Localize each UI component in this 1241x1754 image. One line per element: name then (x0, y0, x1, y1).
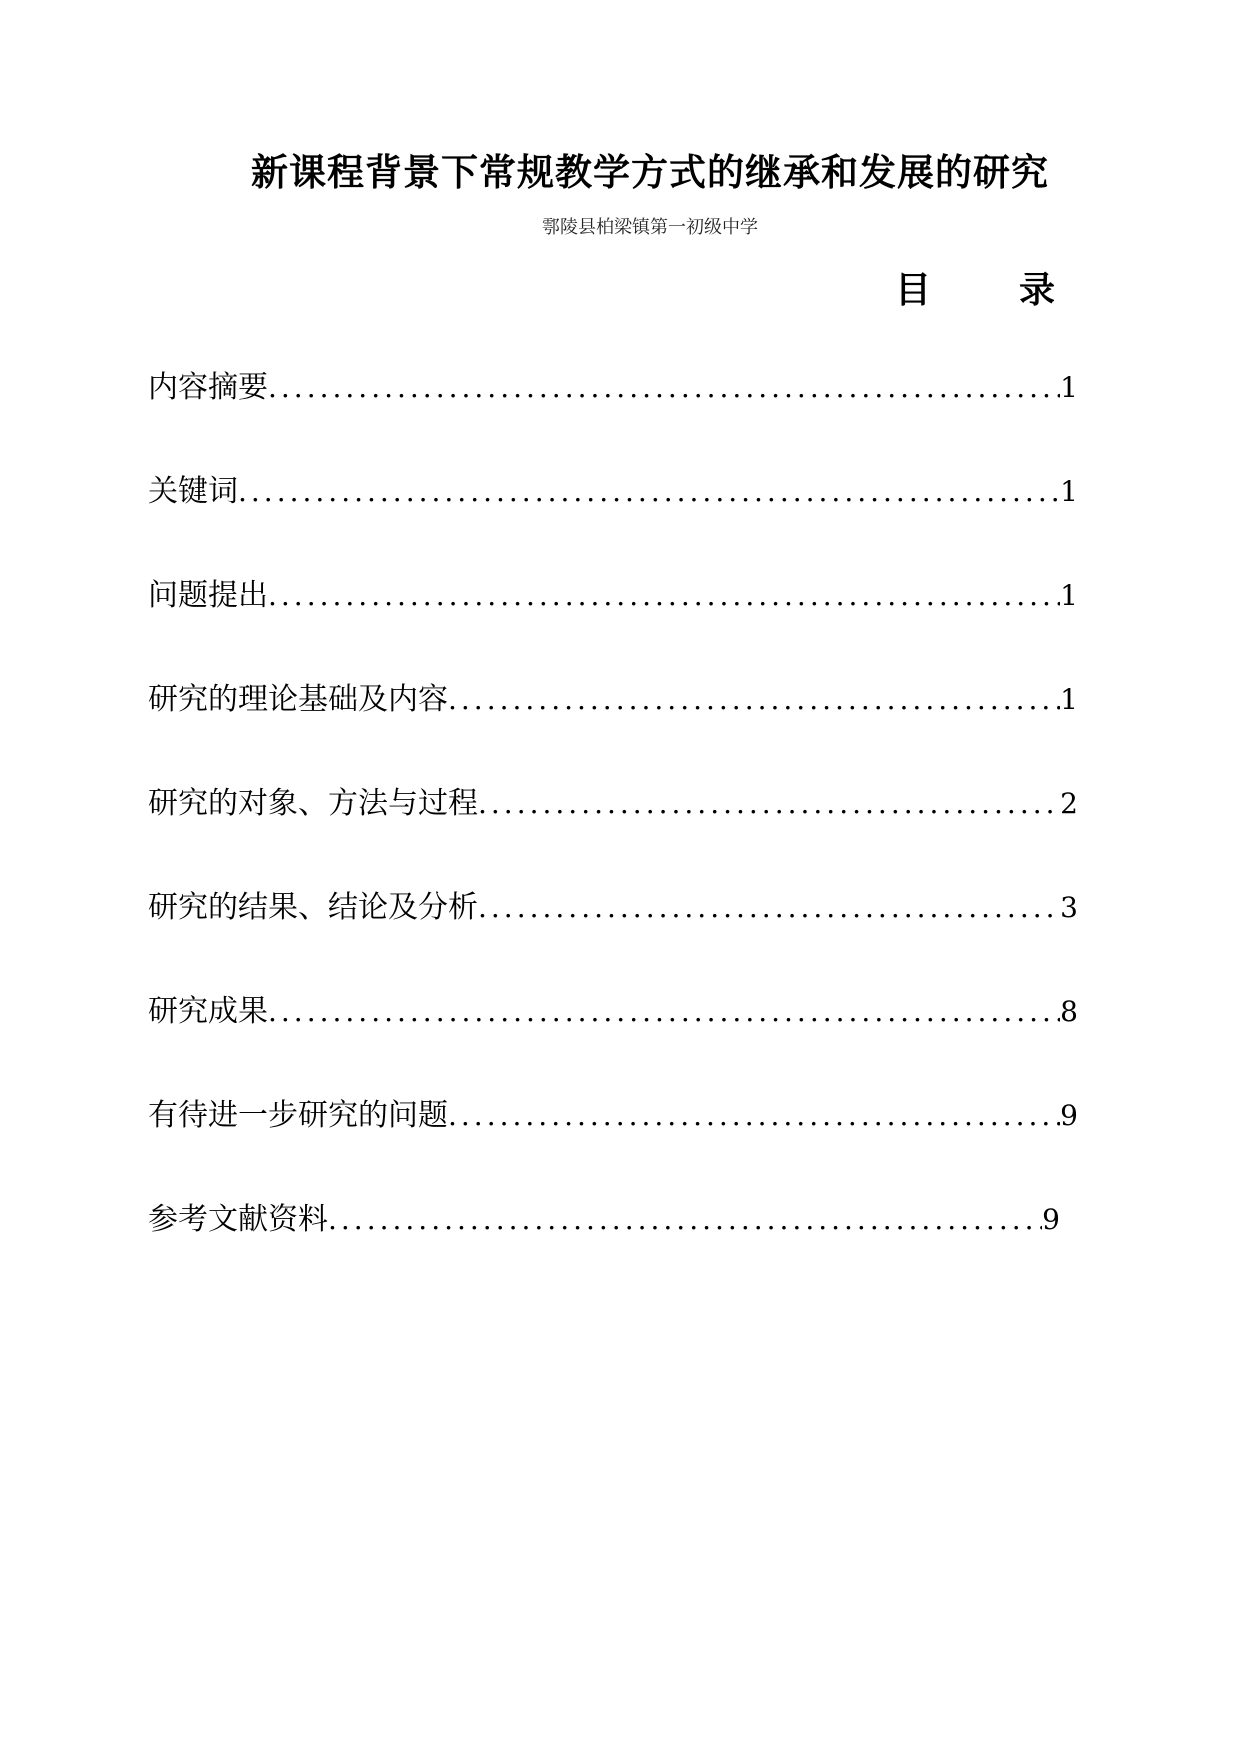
toc-heading-right: 录 (1019, 270, 1056, 311)
toc-entry-page: 1 (1060, 683, 1078, 716)
toc-entry[interactable] (148, 674, 1078, 778)
toc-entry[interactable] (148, 778, 1078, 882)
toc-entry-page: 9 (1060, 1099, 1078, 1132)
toc-entry-page: 8 (1060, 995, 1078, 1028)
toc-entry[interactable] (148, 570, 1078, 674)
toc-leader-dots (448, 1099, 1060, 1132)
toc-entry-label: 研究的结果、结论及分析 (148, 890, 478, 925)
toc-entry-label: 研究的理论基础及内容 (148, 682, 448, 717)
toc-entry-page: 3 (1060, 891, 1078, 924)
toc-leader-dots (448, 683, 1060, 716)
toc-leader-dots (328, 1203, 1042, 1236)
toc-entry-label: 研究的对象、方法与过程 (148, 786, 478, 821)
toc-leader-dots (238, 475, 1060, 508)
toc-entry-page: 1 (1060, 579, 1078, 612)
toc-leader-dots (268, 995, 1060, 1028)
toc-entry[interactable] (148, 466, 1078, 570)
toc-heading (895, 262, 1055, 313)
toc-entry-label: 参考文献资料 (148, 1202, 328, 1237)
toc-leader-dots (268, 371, 1060, 404)
toc-entry-page: 1 (1060, 475, 1078, 508)
toc-entry-page: 2 (1060, 787, 1078, 820)
toc-entry[interactable] (148, 1090, 1078, 1194)
toc-entry[interactable] (148, 1194, 1078, 1298)
toc-entry-label: 有待进一步研究的问题 (148, 1098, 448, 1133)
toc-entry[interactable] (148, 986, 1078, 1090)
toc-leader-dots (268, 579, 1060, 612)
document-title: 新课程背景下常规教学方式的继承和发展的研究 (251, 150, 1049, 194)
toc-entry-page: 9 (1042, 1203, 1060, 1236)
toc-entry[interactable] (148, 882, 1078, 986)
toc-heading-left: 目 (895, 270, 932, 311)
toc-entry[interactable] (148, 362, 1078, 466)
toc-leader-dots (478, 891, 1060, 924)
toc-entry-page: 1 (1060, 371, 1078, 404)
toc-entry-label: 关键词 (148, 474, 238, 509)
toc-entry-label: 问题提出 (148, 578, 268, 613)
toc-entry-label: 内容摘要 (148, 370, 268, 405)
toc-entry-label: 研究成果 (148, 994, 268, 1029)
toc-leader-dots (478, 787, 1060, 820)
document-subtitle: 鄠陵县柏梁镇第一初级中学 (542, 217, 758, 238)
toc-list (148, 362, 1078, 1298)
